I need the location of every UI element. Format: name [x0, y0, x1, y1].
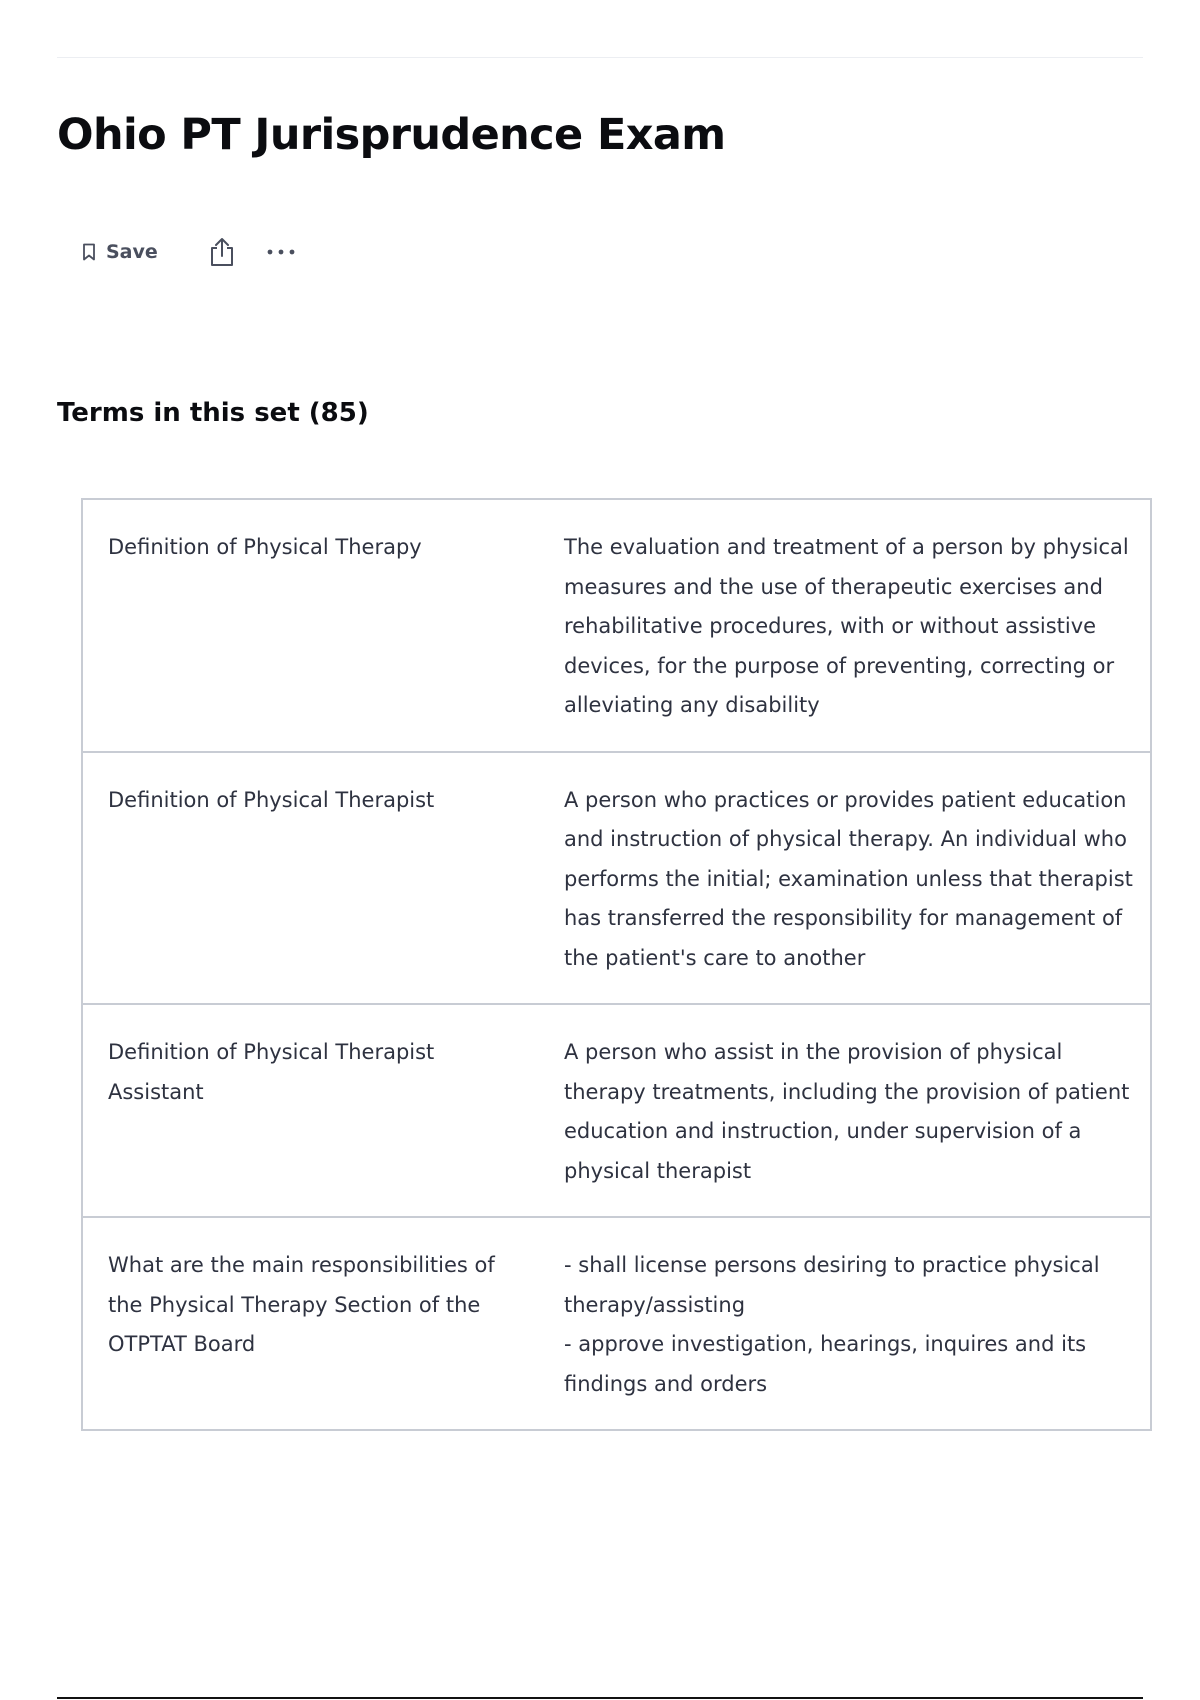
definition-text: - shall license persons desiring to practice physical therapy/assisting - approve investigation, hearings, inquires and its findings and orders [564, 1253, 1100, 1396]
more-options-icon[interactable] [266, 248, 296, 256]
save-label: Save [106, 241, 158, 263]
term-text: Definition of Physical Therapist [108, 787, 435, 812]
share-icon[interactable] [208, 237, 236, 267]
set-toolbar [82, 232, 296, 272]
bookmark-icon [82, 243, 96, 261]
term-row [83, 500, 1150, 751]
term-text: What are the main responsibilities of the Physical Therapy Section of the OTPTAT Board [108, 1253, 495, 1356]
definition-text: A person who assist in the provision of physical therapy treatments, including the provision of patient education and instruction, under supervision of a physical therapist [564, 1040, 1130, 1183]
term-row [83, 751, 1150, 1004]
term-row [83, 1216, 1150, 1429]
terms-count-heading: Terms in this set (85) [57, 398, 369, 428]
terms-list [81, 498, 1152, 1431]
definition-text: A person who practices or provides patient education and instruction of physical therapy. An individual who performs the initial; examination unless that therapist has transferred the responsibility for management of the patient's care to another [564, 787, 1133, 970]
definition-text: The evaluation and treatment of a person by physical measures and the use of therapeutic exercises and rehabilitative procedures, with or without assistive devices, for the purpose of preventing, correcting or alleviating any disability [564, 535, 1129, 717]
save-button[interactable] [82, 241, 158, 263]
term-text: Definition of Physical Therapist Assistant [108, 1040, 435, 1104]
bottom-divider [57, 1697, 1143, 1699]
page-title: Ohio PT Jurisprudence Exam [57, 110, 726, 160]
term-text: Definition of Physical Therapy [108, 535, 422, 559]
term-row [83, 1003, 1150, 1216]
top-divider [57, 57, 1143, 58]
